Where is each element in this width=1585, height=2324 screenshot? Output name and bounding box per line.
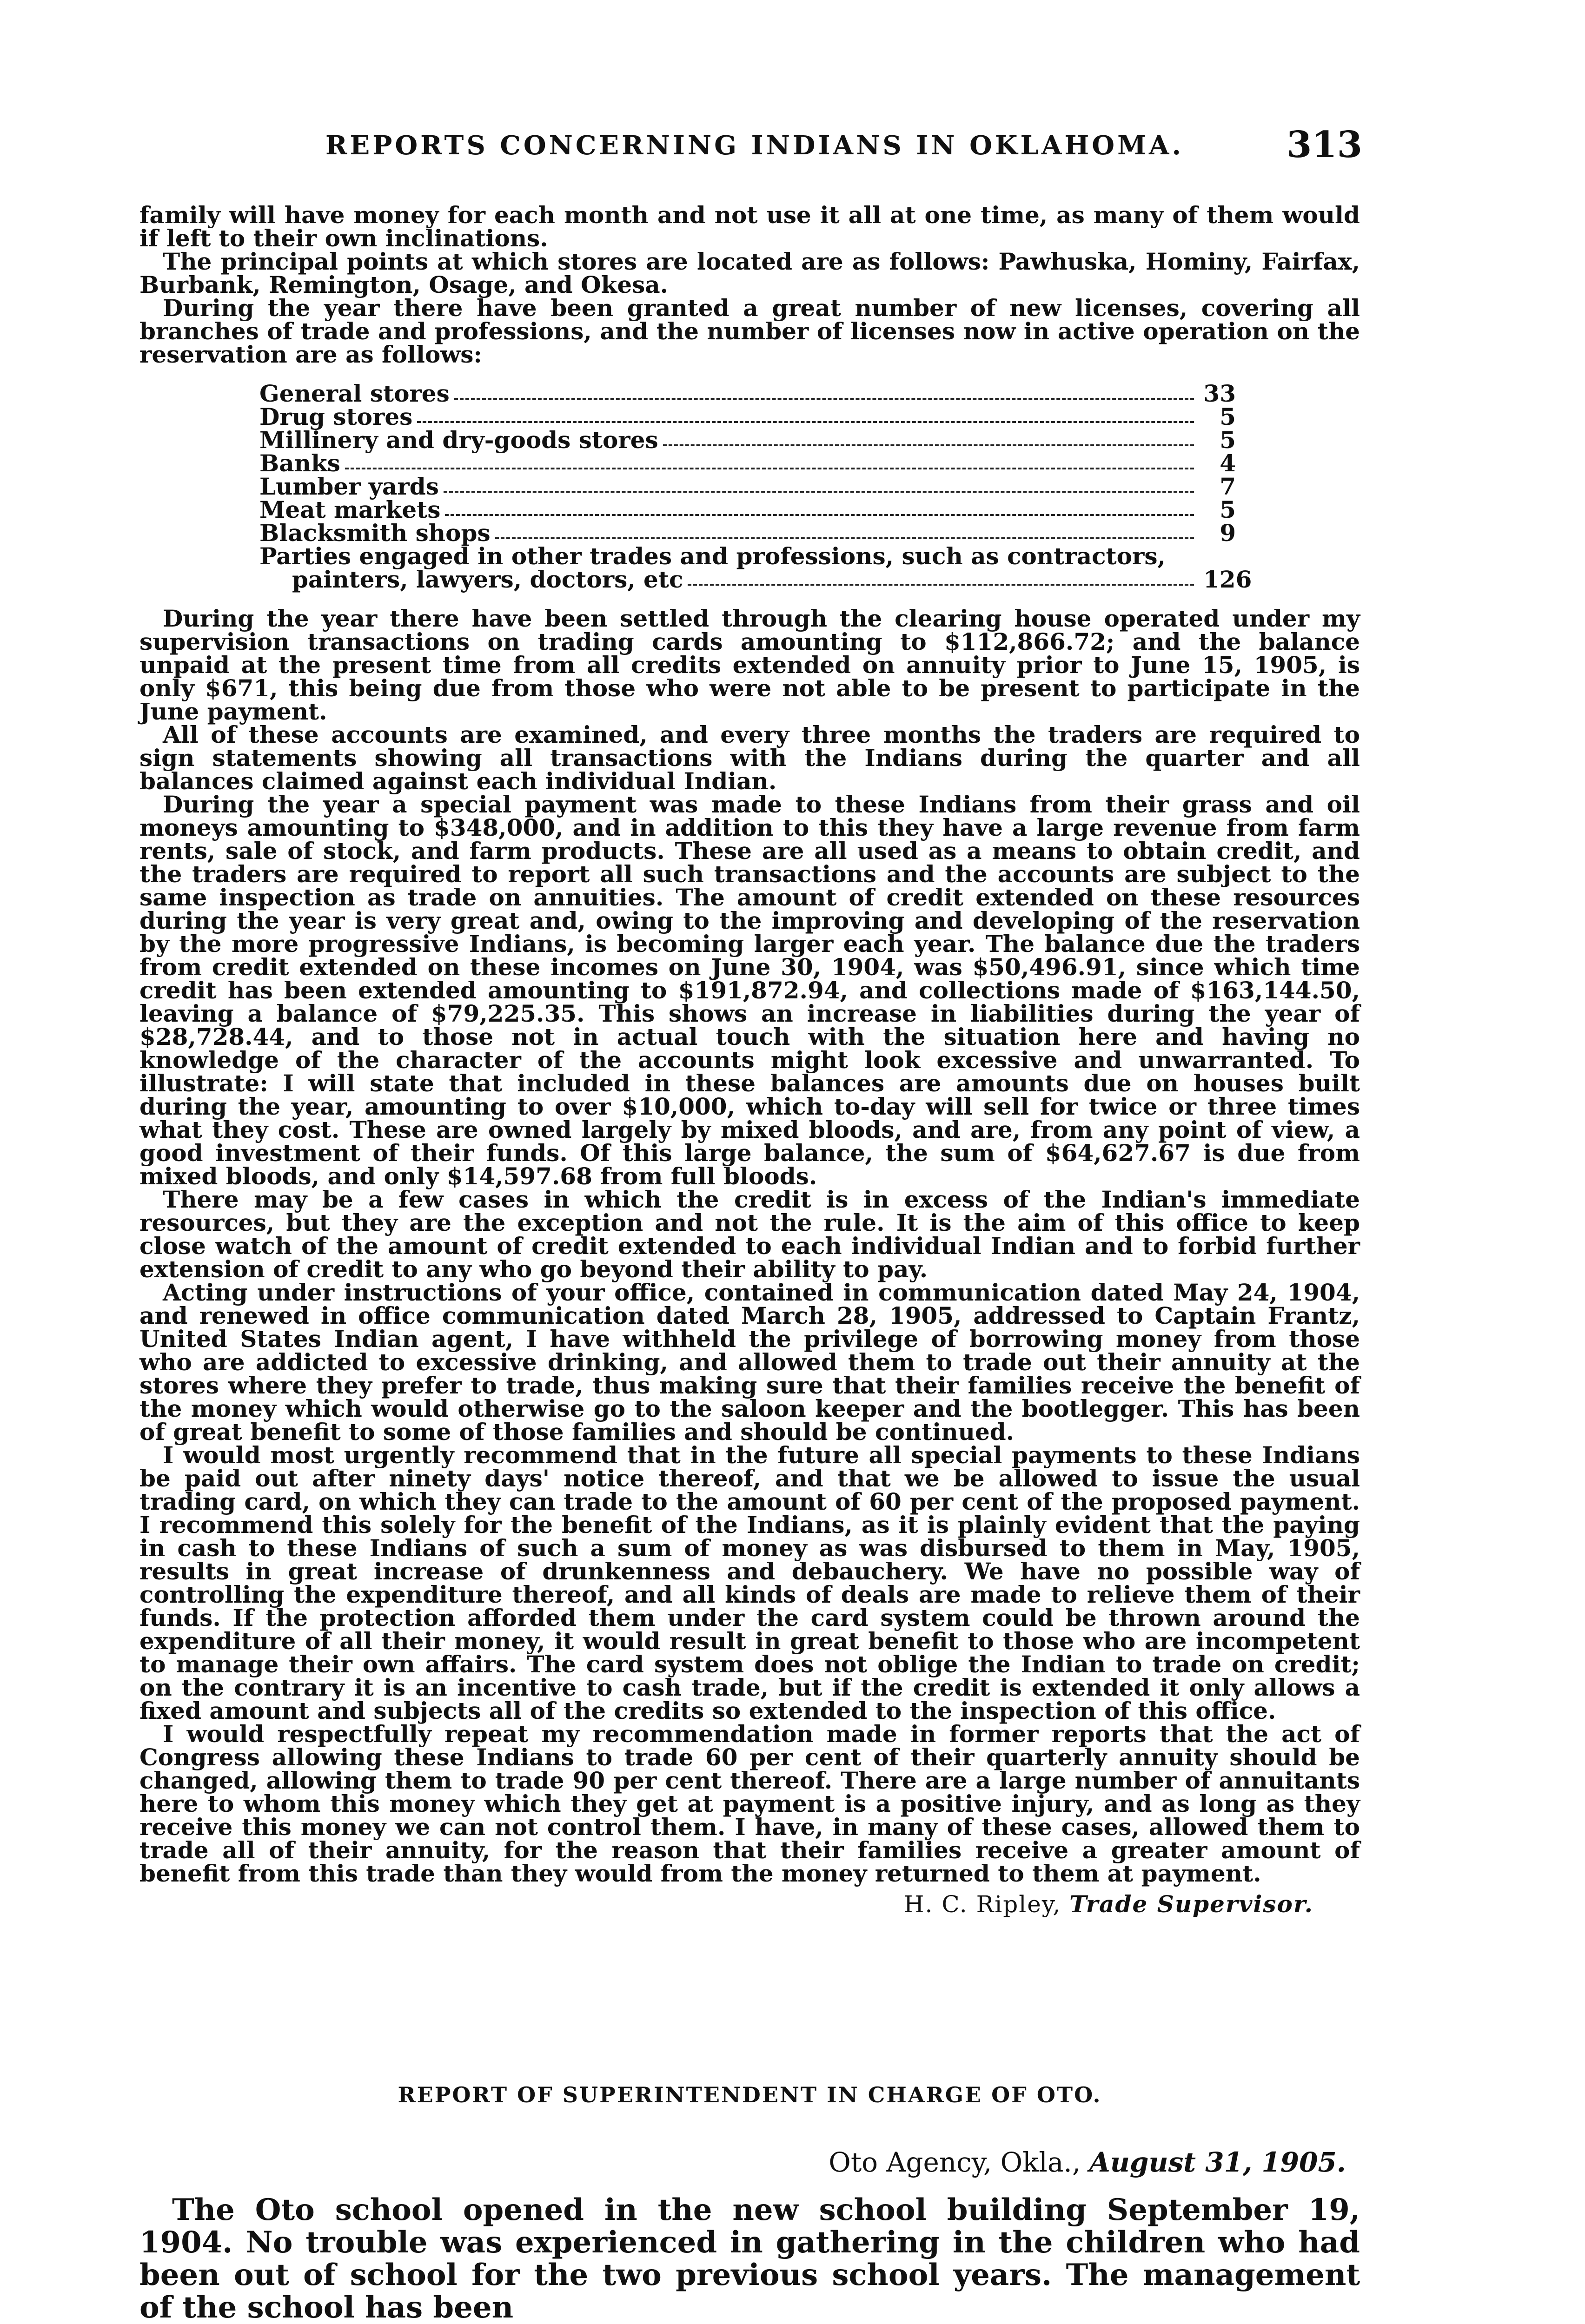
dotted-leader xyxy=(495,537,1194,539)
license-count: 126 xyxy=(1203,566,1252,593)
dotted-leader xyxy=(688,584,1194,586)
paragraph: I would most urgently recommend that in the future all special payments to these Indians be paid out after ninety days' notice thereof, and that we be allowed to issue the usual trading card, on which they can trade to the amount of 60 per cent of the proposed payment. I recommend this solely for the benefit of the Indians, as it is plainly evident that the paying in cash to these Indians of such a sum of money as was disbursed to them in May, 1905, results in great increase of drunkenness and debauchery. We have no possible way of controlling the expenditure thereof, and all kinds of deals are made to relieve them of their funds. If the protection afforded them under the card system could be thrown around the expenditure of all their money, it would result in great benefit to those who are incompetent to manage their own affairs. The card system does not oblige the Indian to trade on credit; on the contrary it is an incentive to cash trade, but if the credit is extended it only allows a fixed amount and subjects all of the credits so extended to the inspection of this office. xyxy=(139,1441,1360,1724)
license-label: Blacksmith shops xyxy=(259,519,491,547)
license-label: Drug stores xyxy=(259,403,413,430)
license-count: 5 xyxy=(1220,496,1236,523)
license-row xyxy=(259,449,1236,477)
license-row xyxy=(259,542,1252,593)
trade-supervisor-report xyxy=(139,201,1360,1918)
paragraph: There may be a few cases in which the credit is in excess of the Indian's immediate resources, but they are the exception and not the rule. It is the aim of this office to keep close watch of the amount of credit extended to each individual Indian and to forbid further extension of credit to any who go beyond their ability to pay. xyxy=(139,1186,1360,1283)
license-label: painters, lawyers, doctors, etc xyxy=(292,566,683,593)
licenses-table xyxy=(259,380,1252,593)
dateline xyxy=(139,2146,1360,2178)
dotted-leader xyxy=(417,421,1194,423)
license-row xyxy=(259,426,1236,454)
paragraph: During the year there have been settled through the clearing house operated under my supervision transactions on trading cards amounting to $112,866.72; and the balance unpaid at the present time from all credits extended on annuity prior to June 15, 1905, is only $671, this being due from those who were not able to be present to participate in the June payment. xyxy=(139,605,1360,725)
paragraph: During the year there have been granted a great number of new licenses, covering all branches of trade and professions, and the number of licenses now in active operation on the reservation are as follows: xyxy=(139,294,1360,368)
running-title: REPORTS CONCERNING INDIANS IN OKLAHOMA. xyxy=(325,130,1184,161)
dotted-leader xyxy=(345,468,1194,469)
paragraph: The principal points at which stores are located are as follows: Pawhuska, Hominy, Fairfax, Burbank, Remington, Osage, and Okesa. xyxy=(139,248,1360,298)
license-count: 5 xyxy=(1220,403,1236,430)
license-label: Millinery and dry-goods stores xyxy=(259,426,658,454)
license-label: Lumber yards xyxy=(259,473,439,500)
license-count: 5 xyxy=(1220,426,1236,454)
license-row xyxy=(259,405,1236,429)
paragraph: All of these accounts are examined, and every three months the traders are required to sign statements showing all transactions with the Indians during the quarter and all balances claimed against each individual Indian. xyxy=(139,721,1360,795)
dotted-leader xyxy=(444,491,1194,493)
dotted-leader xyxy=(445,514,1194,516)
running-head xyxy=(139,125,1367,167)
page-number: 313 xyxy=(1287,124,1362,166)
license-count: 33 xyxy=(1203,380,1236,407)
dotted-leader xyxy=(663,444,1194,446)
paragraph: I would respectfully repeat my recommendation made in former reports that the act of Congress allowing these Indians to trade 60 per cent of their quarterly annuity should be changed, allowing them to trade 90 per cent thereof. There are a large number of annuitants here to whom this money which they get at payment is a positive injury, and as long as they receive this money we can not control them. I have, in many of these cases, allowed them to trade all of their annuity, for the reason that their families receive a greater amount of benefit from this trade than they would from the money returned to them at payment. xyxy=(139,1720,1360,1887)
paragraph: During the year a special payment was made to these Indians from their grass and oil moneys amounting to $348,000, and in addition to this they have a large revenue from farm rents, sale of stock, and farm products. These are all used as a means to obtain credit, and the traders are required to report all such transactions and the accounts are subject to the same inspection as trade on annuities. The amount of credit extended on these resources during the year is very great and, owing to the improving and developing of the reservation by the more progressive Indians, is becoming larger each year. The balance due the traders from credit extended on these incomes on June 30, 1904, was $50,496.91, since which time credit has been extended amounting to $191,872.94, and collections made of $163,144.50, leaving a balance of $79,225.35. This shows an increase in liabilities during the year of $28,728.44, and to those not in actual touch with the situation here and having no knowledge of the character of the accounts might look excessive and unwarranted. To illustrate: I will state that included in these balances are amounts due on houses built during the year, amounting to over $10,000, which to-day will sell for twice or three times what they cost. These are owned largely by mixed bloods, and are, from any point of view, a good investment of their funds. Of this large balance, the sum of $64,627.67 is due from mixed bloods, and only $14,597.68 from full bloods. xyxy=(139,791,1360,1190)
signature xyxy=(139,1890,1360,1918)
section-heading: REPORT OF SUPERINTENDENT IN CHARGE OF OTO. xyxy=(398,2082,1102,2107)
license-label-continued xyxy=(259,566,1252,593)
license-row xyxy=(259,475,1236,498)
license-label: Banks xyxy=(259,449,340,477)
oto-opening-paragraph: The Oto school opened in the new school building September 19, 1904. No trouble was experienced in gathering in the children who had been out of school for the two previous school years. The management of the school has been xyxy=(139,2192,1360,2324)
paragraph: Acting under instructions of your office, contained in communication dated May 24, 1904, and renewed in office communication dated March 28, 1905, addressed to Captain Frantz, United States Indian agent, I have withheld the privilege of borrowing money from those who are addicted to excessive drinking, and allowed them to trade out their annuity at the stores where they prefer to trade, thus making sure that their families receive the benefit of the money which would otherwise go to the saloon keeper and the bootlegger. This has been of great benefit to some of those families and should be continued. xyxy=(139,1279,1360,1446)
signature-name: H. C. Ripley, xyxy=(903,1891,1061,1918)
license-label: Parties engaged in other trades and professions, such as contractors, xyxy=(259,542,1166,570)
paragraph: family will have money for each month and not use it all at one time, as many of them would if left to their own inclinations. xyxy=(139,201,1360,252)
license-count: 9 xyxy=(1220,519,1236,547)
license-row xyxy=(259,519,1236,547)
license-label: Meat markets xyxy=(259,496,441,523)
signature-title: Trade Supervisor. xyxy=(1069,1890,1313,1918)
license-row xyxy=(259,498,1236,522)
license-row xyxy=(259,382,1236,405)
license-count: 7 xyxy=(1220,473,1236,500)
dateline-date: August 31, 1905. xyxy=(1089,2146,1346,2178)
license-count: 4 xyxy=(1220,449,1236,477)
dotted-leader xyxy=(454,398,1194,400)
license-label: General stores xyxy=(259,380,450,407)
dateline-place: Oto Agency, Okla., xyxy=(829,2146,1081,2178)
